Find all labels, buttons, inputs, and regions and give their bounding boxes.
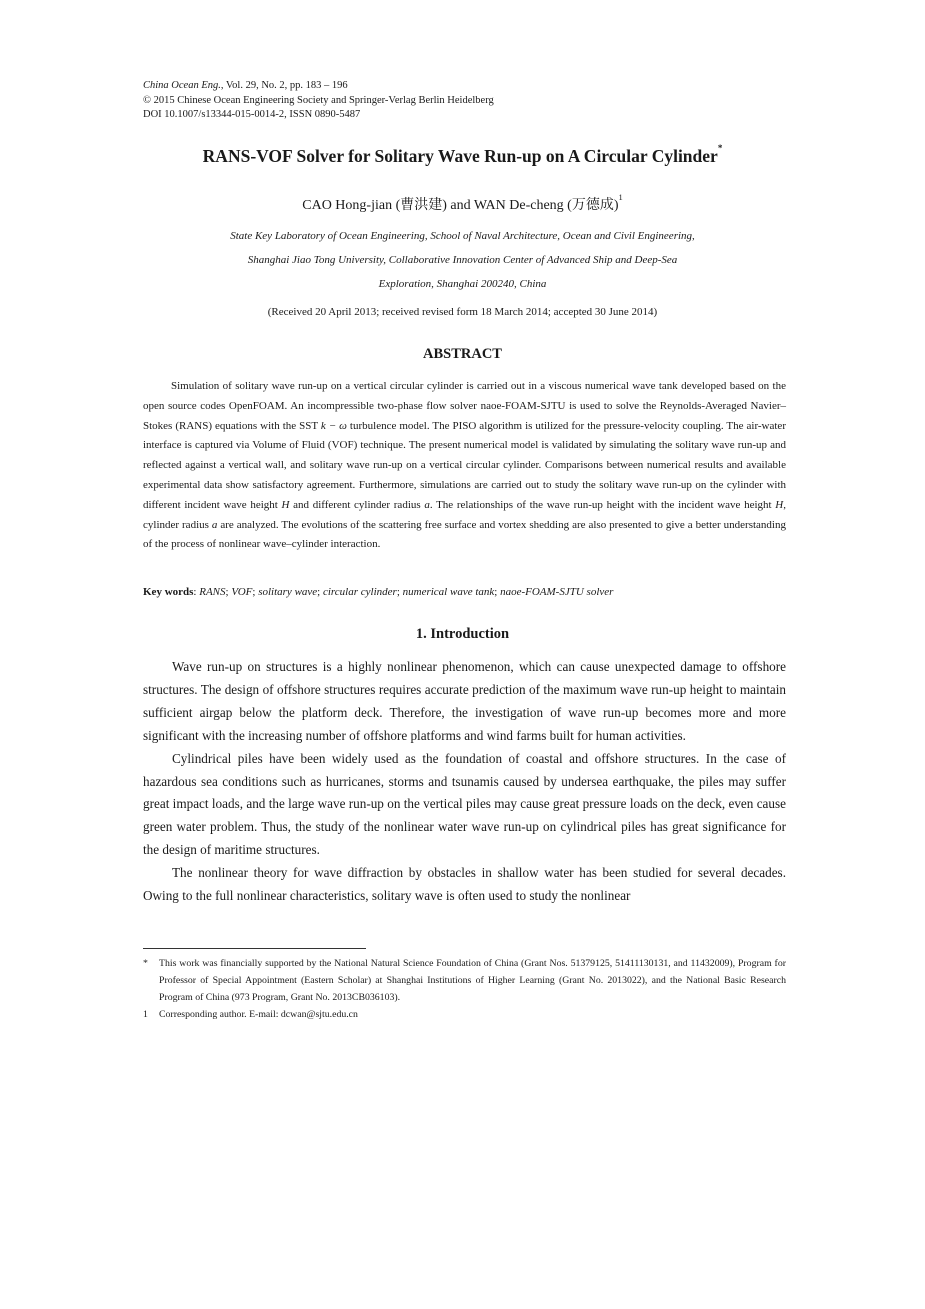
author-footnote-mark: 1 <box>618 192 623 202</box>
footnote-text: This work was financially supported by the National Natural Science Foundation of China (Grant Nos. 51379125, 51411130131, and 11432009), Program for Professor of Special Appointment (Eastern Scholar) at Shanghai Institutions of Higher Learning (Grant No. 2013022), and the National Basic Research Program of China (973 Program, Grant No. 2013CB036103). <box>159 958 786 1003</box>
abstract-part: are analyzed. The evolutions of the scattering free surface and vortex shedding are also presented to give a better understanding of the process of nonlinear wave–cylinder interaction. <box>143 518 786 551</box>
author-line <box>0 194 925 214</box>
keyword: RANS <box>199 586 226 598</box>
footnote-funding <box>143 955 786 1006</box>
keyword: naoe-FOAM-SJTU solver <box>500 586 614 598</box>
abstract-part: . The relationships of the wave run-up height with the incident wave height <box>429 498 776 511</box>
volume-pages: , Vol. 29, No. 2, pp. 183 – 196 <box>220 80 348 91</box>
keyword: solitary wave <box>258 586 318 598</box>
paragraph: Cylindrical piles have been widely used as the foundation of coastal and offshore structures. In the case of hazardous sea conditions such as hurricanes, storms and tsunamis caused by undersea earthquake, the piles may suffer great impact loads, and the large wave run-up on the vertical piles may cause great pressure loads on the deck, even cause green water problem. Thus, the study of the nonlinear water wave run-up on cylindrical piles has great significance for the design of maritime structures. <box>143 750 786 858</box>
footnote-mark: 1 <box>143 1009 148 1020</box>
section-heading: 1. Introduction <box>415 626 510 642</box>
received-dates: (Received 20 April 2013; received revised form 18 March 2014; accepted 30 June 2014) <box>267 306 658 318</box>
abstract-text <box>143 377 786 555</box>
variable-H: H <box>281 498 290 511</box>
author-names: CAO Hong-jian (曹洪建) and WAN De-cheng (万德成) <box>302 198 619 213</box>
citation-line <box>143 79 494 94</box>
keywords: Key words: RANS; VOF; solitary wave; circular cylinder; numerical wave tank; naoe-FOAM-SJTU solver <box>143 586 614 598</box>
footnote-mark: * <box>143 958 148 969</box>
paragraph: The nonlinear theory for wave diffraction by obstacles in shallow water has been studied for several decades. Owing to the full nonlinear characteristics, solitary wave is often used to study the nonlinear <box>143 865 786 904</box>
variable-a: a <box>211 518 218 531</box>
paragraph: Wave run-up on structures is a highly nonlinear phenomenon, which can cause unexpected damage to offshore structures. The design of offshore structures requires accurate prediction of the maximum wave run-up height to maintain sufficient airgap below the platform deck. Therefore, the investigation of wave run-up becomes more and more significant with the increasing number of offshore platforms and wind farms built for human activities. <box>143 659 786 743</box>
title-footnote-mark: * <box>717 143 723 153</box>
footnote-text: Corresponding author. E-mail: dcwan@sjtu.edu.cn <box>159 1009 358 1020</box>
affiliation-line-2: Shanghai Jiao Tong University, Collaborative Innovation Center of Advanced Ship and Deep-Sea <box>247 254 678 266</box>
abstract-part: and different cylinder radius <box>289 498 425 511</box>
introduction-body <box>143 656 786 908</box>
paper-title <box>0 143 925 167</box>
abstract-heading: ABSTRACT <box>423 346 502 362</box>
keyword: circular cylinder <box>322 586 397 598</box>
doi-line: DOI 10.1007/s13344-015-0014-2, ISSN 0890-5487 <box>143 109 361 120</box>
abstract-part: turbulence model. The PISO algorithm is utilized for the pressure-velocity coupling. The air-water interface is captured via Volume of Fluid (VOF) technique. The present numerical model is validated by simulating the solitary wave run-up and reflected against a vertical wall, and solitary wave run-up on a vertical circular cylinder. Comparisons between numerical results and available experimental data show satisfactory agreement. Furthermore, simulations are carried out to study the solitary wave run-up on the cylinder with different incident wave height <box>143 419 786 511</box>
keyword: numerical wave tank <box>402 586 495 598</box>
affiliation-line-1: State Key Laboratory of Ocean Engineering, School of Naval Architecture, Ocean and Civil Engineering, <box>230 230 695 242</box>
affiliation <box>0 224 925 296</box>
keyword: VOF <box>231 586 253 598</box>
footnote-corresponding <box>143 1006 786 1023</box>
copyright-line: © 2015 Chinese Ocean Engineering Society and Springer-Verlag Berlin Heidelberg <box>143 94 494 106</box>
footnote-divider <box>143 948 366 949</box>
turbulence-model-math: k − ω <box>320 419 347 432</box>
title-text: RANS-VOF Solver for Solitary Wave Run-up on A Circular Cylinder <box>202 146 718 166</box>
journal-name: China Ocean Eng. <box>143 80 221 91</box>
abstract-part: , cylinder radius <box>143 498 786 531</box>
variable-H: H <box>775 498 784 511</box>
abstract-part: Simulation of solitary wave run-up on a vertical circular cylinder is carried out in a viscous numerical wave tank developed based on the open source codes OpenFOAM. An incompressible two-phase flow solver naoe-FOAM-SJTU is used to solve the Reynolds-Averaged Navier–Stokes (RANS) equations with the SST <box>143 380 786 432</box>
variable-a: a <box>424 498 430 511</box>
affiliation-line-3: Exploration, Shanghai 200240, China <box>378 278 547 290</box>
keywords-label: Key words <box>143 586 194 598</box>
journal-header <box>143 79 494 123</box>
